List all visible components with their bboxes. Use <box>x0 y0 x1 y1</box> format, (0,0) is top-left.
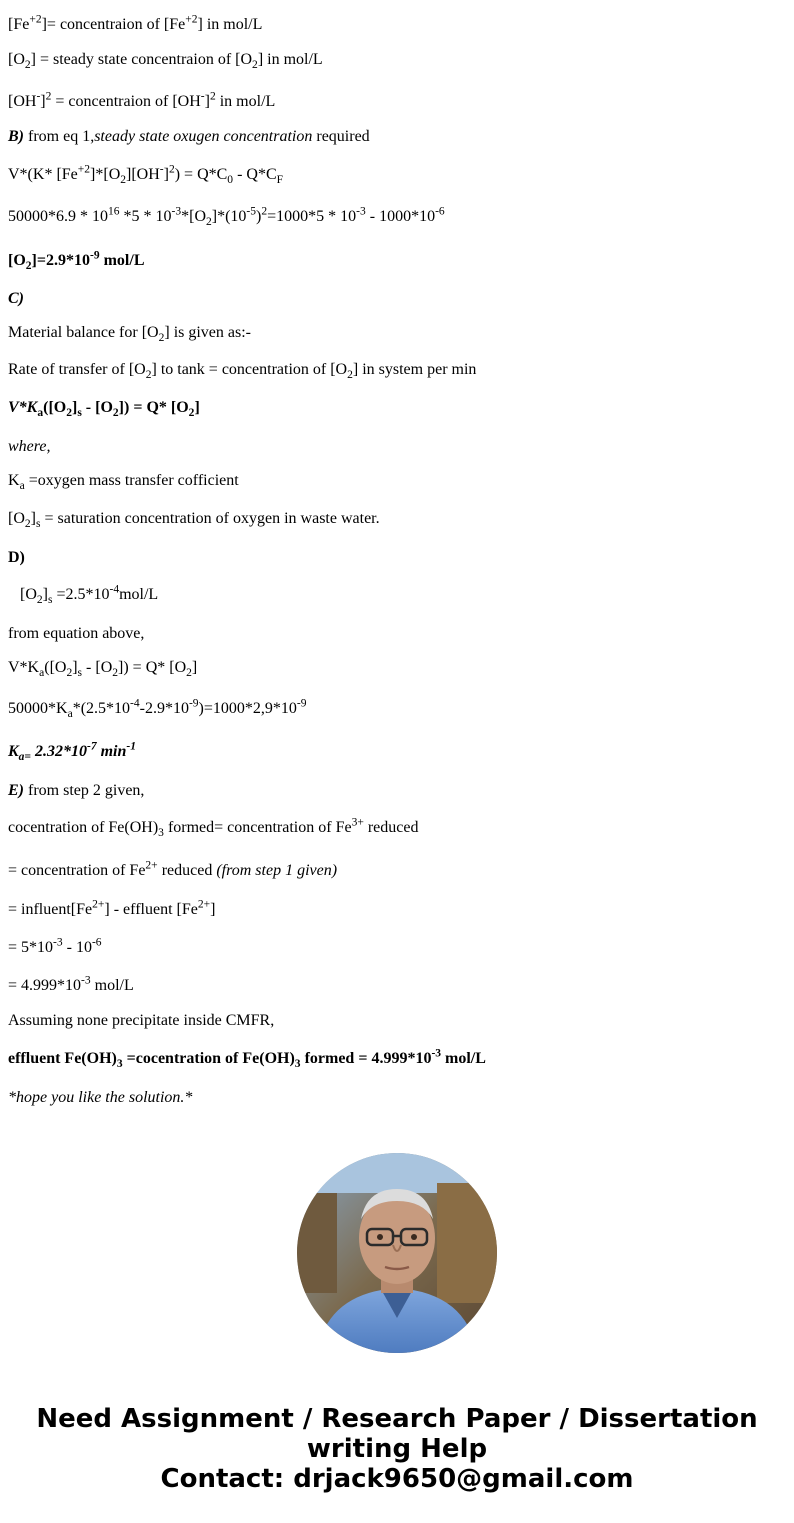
o2-definition: $[O_2]$ = steady state concentraion of $[O_2]$ in mol/L <box>8 51 323 72</box>
ka-definition: $K_a$ =oxygen mass transfer cofficient <box>8 472 239 493</box>
closing-note: *hope you like the solution.* <box>8 1089 193 1106</box>
o2-result: $[O_2]=2.9*10^{-9}$ mol/L <box>8 249 145 273</box>
ka-result: $K_{a=}$ $2.32*10^{-7}$ $\min^{-1}$ <box>8 740 136 764</box>
fe2-reduced-line: = concentration of $Fe^{2+}$ reduced (from step 1 given) <box>8 859 338 879</box>
section-e-heading: E) from step 2 given, <box>8 782 145 799</box>
mass-transfer-equation-repeat: $V*K_a([O_2]_s - [O_2]) = Q*$ $[O_2]$ <box>8 659 198 680</box>
material-balance-intro: Material balance for $[O_2]$ is given as:- <box>8 324 252 345</box>
final-answer: effluent $Fe(OH)_3$ =cocentration of $Fe(OH)_3$ formed = $4.999*10^{-3}$ mol/L <box>8 1047 486 1071</box>
difference-result: = $4.999*10^{-3}$ mol/L <box>8 974 134 994</box>
promo-contact: Contact: drjack9650@gmail.com <box>160 1464 634 1494</box>
where-label: where, <box>8 438 51 455</box>
o2s-definition: $[O_2]_s$ = saturation concentration of oxygen in waste water. <box>8 510 380 531</box>
assumption-line: Assuming none precipitate inside CMFR, <box>8 1012 275 1029</box>
from-equation-label: from equation above, <box>8 625 145 642</box>
influent-effluent-line: = $influent[Fe^{2+}]$ - effluent $[Fe^{2+}]$ <box>8 898 216 918</box>
fe-definition: $[Fe^{+2}]=$ concentraion of $[Fe^{+2}]$ in mol/L <box>8 13 263 33</box>
promo-line-1: Need Assignment / Research Paper / Dissertation <box>36 1404 758 1434</box>
rate-of-transfer-line: Rate of transfer of $[O_2]$ to tank = concentration of $[O_2]$ in system per min <box>8 361 477 382</box>
difference-line: = $5*10^{-3} - 10^{-6}$ <box>8 936 102 956</box>
oh-definition: $[OH^-]^2$ = concentraion of $[OH^-]^2$ in mol/L <box>8 90 276 110</box>
section-b-heading: B) from eq 1,steady state oxugen concentration required <box>8 128 370 145</box>
author-photo <box>297 1153 497 1353</box>
promo-line-2: writing Help <box>306 1434 488 1464</box>
rate-equation: V*(K* $[Fe^{+2}]*[O_2][OH^-]^2) = Q*C_0 - Q*C_F$ <box>8 163 284 187</box>
feoh3-formed-line: cocentration of $Fe(OH)_3$ formed= concentration of $Fe^{3+}$ reduced <box>8 816 419 840</box>
o2s-value: $[O_2]_s =2.5*10^{-4}mol/L$ <box>20 583 159 607</box>
section-d-heading: D) <box>8 549 25 566</box>
section-c-heading: C) <box>8 290 24 307</box>
ka-substitution: $50000*K_a*(2.5*10^{-4}-2.9*10^{-9})=1000*2,9*10^{-9}$ <box>8 697 307 721</box>
author-photo-icon <box>297 1153 497 1353</box>
numeric-substitution: $50000*6.9 * 10^{16}$ $*5 * 10^{-3}*[O_2]*(10^{-5})^2=1000*5 * 10^{-3} - 1000*10^{-6}$ <box>8 205 445 229</box>
mass-transfer-equation: $V*K_a([O_2]_s - [O_2]) = Q*$ $[O_2]$ <box>8 399 200 420</box>
